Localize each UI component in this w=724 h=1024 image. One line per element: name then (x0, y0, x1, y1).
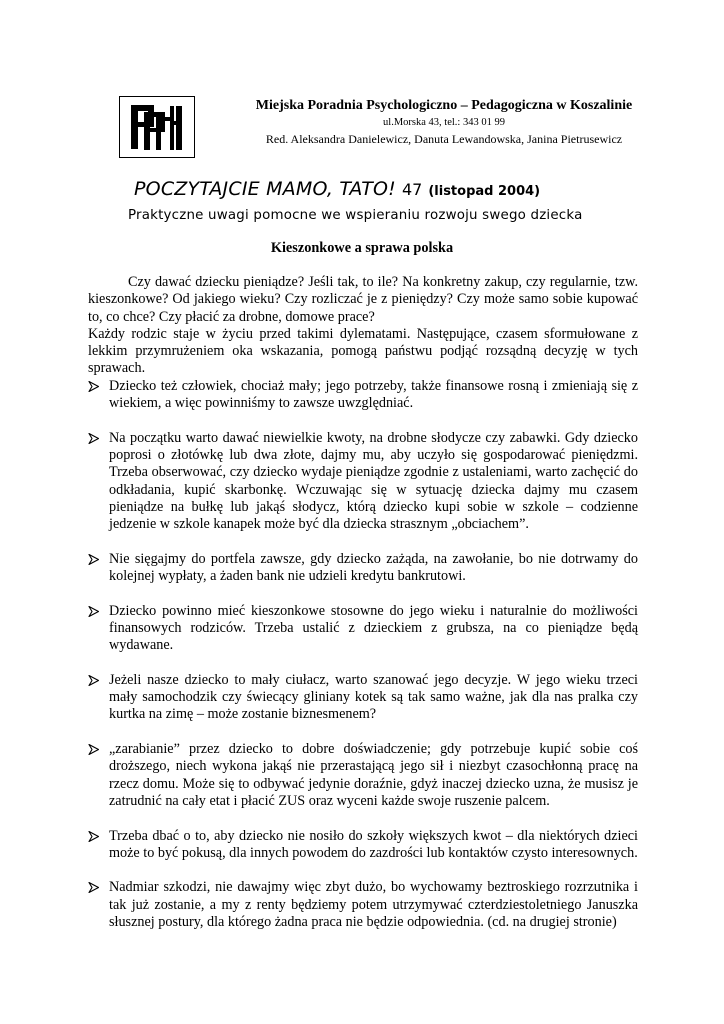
issue-date: (listopad 2004) (428, 184, 541, 199)
ppp-logo-icon (119, 96, 195, 158)
list-item: „zarabianie” przez dziecko to dobre doświadczenie; gdy potrzebuje kupić sobie coś droższego, niech wykona jakąś nie przerastającą jego sił i niezbyt czasochłonną pracę na rzecz domu. Może się to odbywać jedynie doraźnie, gdyż inaczej dziecko uzna, że musisz je zatrudnić na cały etat i płacić ZUS oraz wyceni każde swoje ruszenie palcem. (88, 741, 638, 810)
intro-paragraph-2: Każdy rodzic staje w życiu przed takimi dylematami. Następujące, czasem sformułowane z lekkim przymrużeniem oka wskazania, pomogą państwu podjąć rozsądną decyzję w tych sprawach. (88, 325, 638, 377)
series-heading (134, 178, 540, 200)
list-item: Dziecko powinno mieć kieszonkowe stosowne do jego wieku i naturalnie do możliwości finansowych rodziców. Trzeba ustalić z dzieckiem z grubsza, na co pieniądze będą wydawane. (88, 603, 638, 655)
issue-number: 47 (401, 180, 423, 199)
article-body (88, 274, 638, 931)
organization-name: Miejska Poradnia Psychologiczno – Pedagogiczna w Koszalinie (255, 98, 633, 113)
arrow-bullet-icon (88, 381, 99, 392)
list-item: Nadmiar szkodzi, nie dawajmy więc zbyt dużo, bo wychowamy beztroskiego rozrzutnika i tak już zostanie, a my z renty będziemy potem utrzymywać czterdziestoletniego Januszka słusznej postury, dla którego żadna praca nie będzie odpowiednia. (cd. na drugiej stronie) (88, 879, 638, 931)
arrow-bullet-icon (88, 831, 99, 842)
list-item: Nie sięgajmy do portfela zawsze, gdy dziecko zażąda, na zawołanie, bo nie dotrwamy do kolejnej wypłaty, a żaden bank nie udzieli kredytu bankrutowi. (88, 551, 638, 586)
article-title: Kieszonkowe a sprawa polska (270, 240, 454, 256)
list-item: Trzeba dbać o to, aby dziecko nie nosiło do szkoły większych kwot – dla niektórych dzieci może to być pokusą, dla innych powodem do zazdrości lub kontaktów czysto interesownych. (88, 828, 638, 863)
arrow-bullet-icon (88, 675, 99, 686)
list-item: Dziecko też człowiek, chociaż mały; jego potrzeby, także finansowe rosną i zmieniają się z wiekiem, a więc powinniśmy to zawsze uwzględniać. (88, 378, 638, 413)
list-item: Na początku warto dawać niewielkie kwoty, na drobne słodycze czy zabawki. Gdy dziecko poprosi o złotówkę lub dwa złote, dajmy mu, aby uczyło się gospodarować pieniędzmi. Trzeba obserwować, czy dziecko wydaje pieniądze zgodnie z ustaleniami, warto zachęcić do odkładania, kupić skarbonkę. Wczuwając się w sytuację dziecka dajmy mu czasem pieniądze na bułkę lub jakąś słodycz, którą dziecko kupi sobie w szkole – codzienne jedzenie w szkole kanapek może być dla dziecka strasznym „obciachem”. (88, 430, 638, 534)
editors-line: Red. Aleksandra Danielewicz, Danuta Lewandowska, Janina Pietrusewicz (265, 132, 623, 146)
arrow-bullet-icon (88, 744, 99, 755)
series-subtitle: Praktyczne uwagi pomocne we wspieraniu rozwoju swego dziecka (128, 208, 583, 223)
series-title: POCZYTAJCIE MAMO, TATO! (134, 178, 396, 200)
arrow-bullet-icon (88, 882, 99, 893)
list-item: Jeżeli nasze dziecko to mały ciułacz, warto szanować jego decyzje. W jego wieku trzeci mały samochodzik czy świecący gliniany kotek są tak samo ważne, jak dla nas pralka czy kurtka na zimę – może zostanie biznesmenem? (88, 672, 638, 724)
arrow-bullet-icon (88, 433, 99, 444)
advice-list (88, 378, 638, 932)
arrow-bullet-icon (88, 606, 99, 617)
arrow-bullet-icon (88, 554, 99, 565)
organization-address: ul.Morska 43, tel.: 343 01 99 (383, 117, 505, 128)
intro-paragraph: Czy dawać dziecku pieniądze? Jeśli tak, to ile? Na konkretny zakup, czy regularnie, tzw. kieszonkowe? Od jakiego wieku? Czy rozliczać je z pieniędzy? Czy może samo sobie kupować to, co chce? Czy płacić za drobne, domowe prace? (88, 274, 638, 325)
